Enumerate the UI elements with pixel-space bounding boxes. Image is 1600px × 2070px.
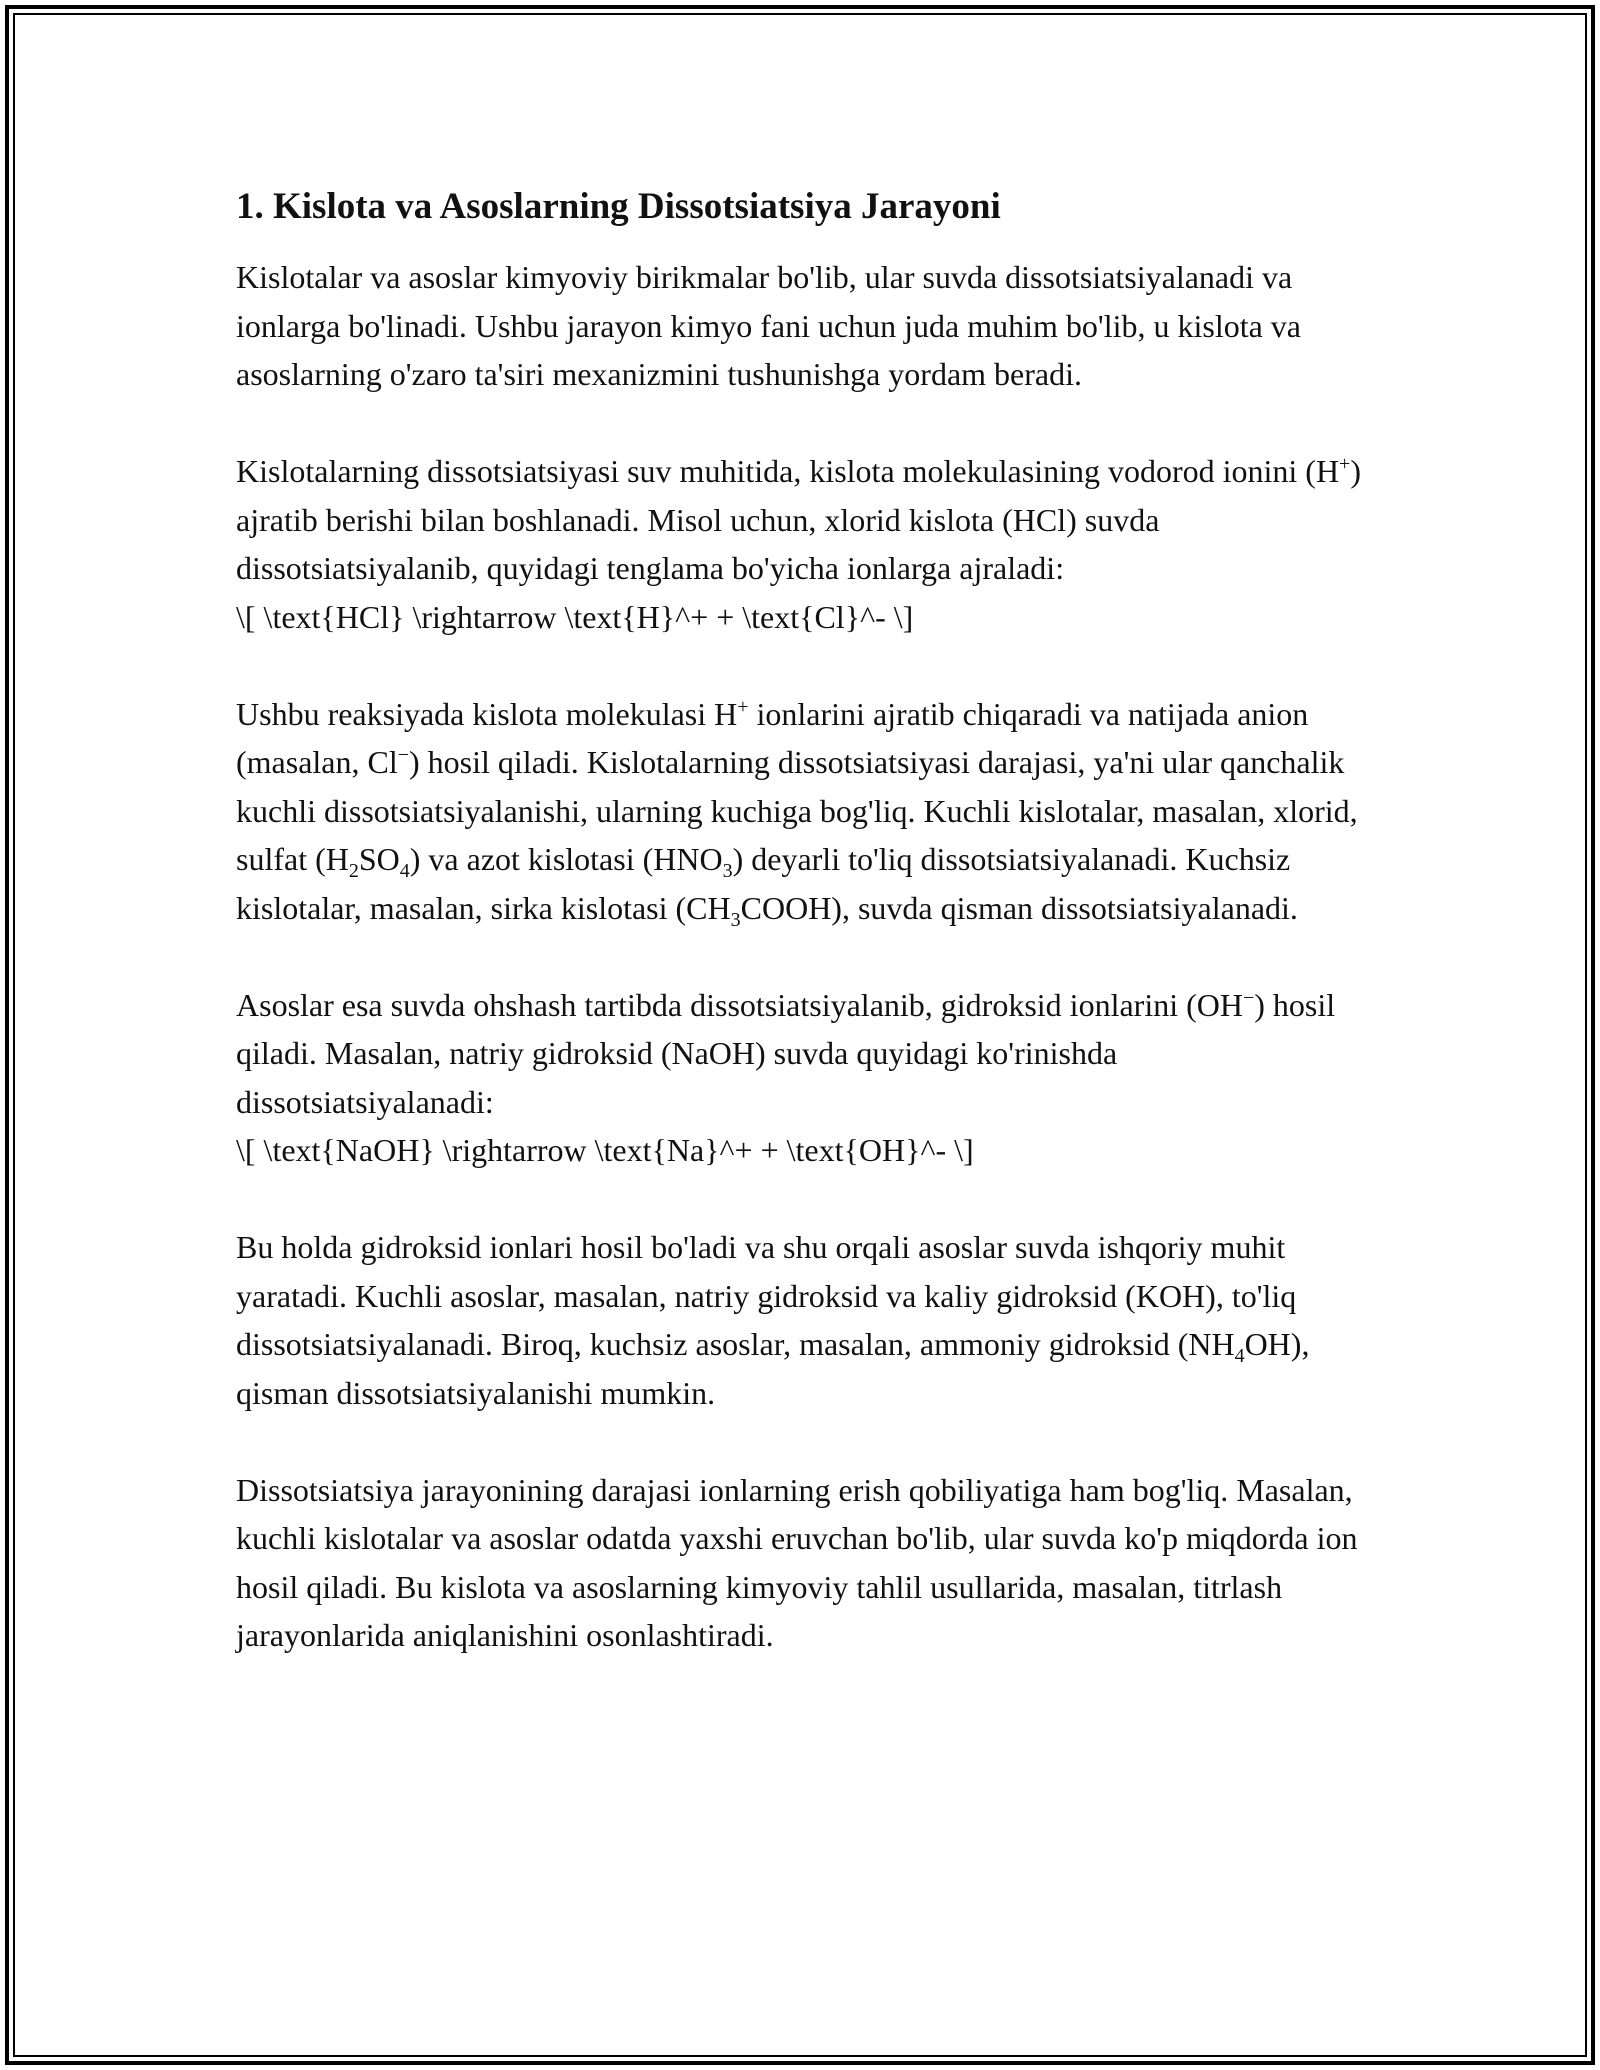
equation-hcl: \[ \text{HCl} \rightarrow \text{H}^+ + \text{Cl}^- \] xyxy=(236,598,914,635)
text-run: SO xyxy=(358,841,400,877)
text-run: OH), qisman dissotsiatsiyalanishi mumkin. xyxy=(236,1326,1310,1411)
text-run: Asoslar esa suvda ohshash tartibda dissotsiatsiyalanib, gidroksid ionlarini (OH xyxy=(236,986,1243,1023)
paragraph-intro: Kislotalar va asoslar kimyoviy birikmalar bo'lib, ular suvda dissotsiatsiyalanadi va ionlarga bo'linadi. Ushbu jarayon kimyo fani uchun juda muhim bo'lib, u kislota va asoslarning o'zaro ta'siri mexanizmini tushunishga yordam beradi. xyxy=(236,259,1301,392)
text-run: ionlarini ajratib chiqaradi va natijada anion (masalan, Cl xyxy=(236,695,1309,780)
text-run: ) hosil qiladi. Masalan, natriy gidroksid (NaOH) suvda quyidagi ko'rinishda dissotsiatsiyalanadi: xyxy=(236,986,1336,1120)
paragraph-acid-dissociation xyxy=(236,447,1366,641)
superscript: − xyxy=(1242,986,1255,1009)
superscript: + xyxy=(1339,453,1351,475)
paragraph-acid-strength xyxy=(236,690,1366,933)
text-run: ) va azot kislotasi (HNO xyxy=(409,841,723,877)
text-run: COOH), suvda qisman dissotsiatsiyalanadi. xyxy=(740,889,1298,926)
text-run: ) hosil qiladi. Kislotalarning dissotsiatsiyasi darajasi, ya'ni ular qanchalik kuchli dissotsiatsiyalanishi, ularning kuchiga bog'liq. Kuchli kislotalar, masalan, xlorid, sulfat (H xyxy=(236,744,1358,877)
paragraph-base-dissociation xyxy=(236,981,1366,1175)
subscript: 2 xyxy=(348,860,359,882)
subscript: 4 xyxy=(1234,1345,1245,1367)
superscript: − xyxy=(397,744,410,766)
text-run: Kislotalarning dissotsiatsiyasi suv muhitida, kislota molekulasining vodorod ionini (H xyxy=(236,453,1340,489)
subscript: 3 xyxy=(722,860,733,882)
paragraph-base-strength xyxy=(236,1223,1366,1417)
subscript: 3 xyxy=(730,908,741,931)
superscript: + xyxy=(737,695,749,718)
text-run: ) deyarli to'liq dissotsiatsiyalanadi. Kuchsiz kislotalar, masalan, sirka kislotasi (CH xyxy=(236,841,1291,926)
text-run: Ushbu reaksiyada kislota molekulasi H xyxy=(236,695,738,732)
document-body xyxy=(236,183,1366,1708)
section-title: 1. Kislota va Asoslarning Dissotsiatsiya Jarayoni xyxy=(236,186,1001,227)
equation-naoh: \[ \text{NaOH} \rightarrow \text{Na}^+ + \text{OH}^- \] xyxy=(236,1132,974,1168)
subscript: 4 xyxy=(399,860,410,882)
text-run: Bu holda gidroksid ionlari hosil bo'ladi va shu orqali asoslar suvda ishqoriy muhit yaratadi. Kuchli asoslar, masalan, natriy gidroksid va kaliy gidroksid (KOH), to'liq dissotsiatsiyalanadi. Biroq, kuchsiz asoslar, masalan, ammoniy gidroksid (NH xyxy=(236,1229,1297,1362)
paragraph-solubility: Dissotsiatsiya jarayonining darajasi ionlarning erish qobiliyatiga ham bog'liq. Masalan, kuchli kislotalar va asoslar odatda yaxshi eruvchan bo'lib, ular suvda ko'p miqdorda ion hosil qiladi. Bu kislota va asoslarning kimyoviy tahlil usullarida, masalan, titrlash jarayonlarida aniqlanishini osonlashtiradi. xyxy=(236,1471,1358,1653)
text-run: ) ajratib berishi bilan boshlanadi. Misol uchun, xlorid kislota (HCl) suvda dissotsiatsiyalanib, quyidagi tenglama bo'yicha ionlarga ajraladi: xyxy=(236,453,1361,586)
